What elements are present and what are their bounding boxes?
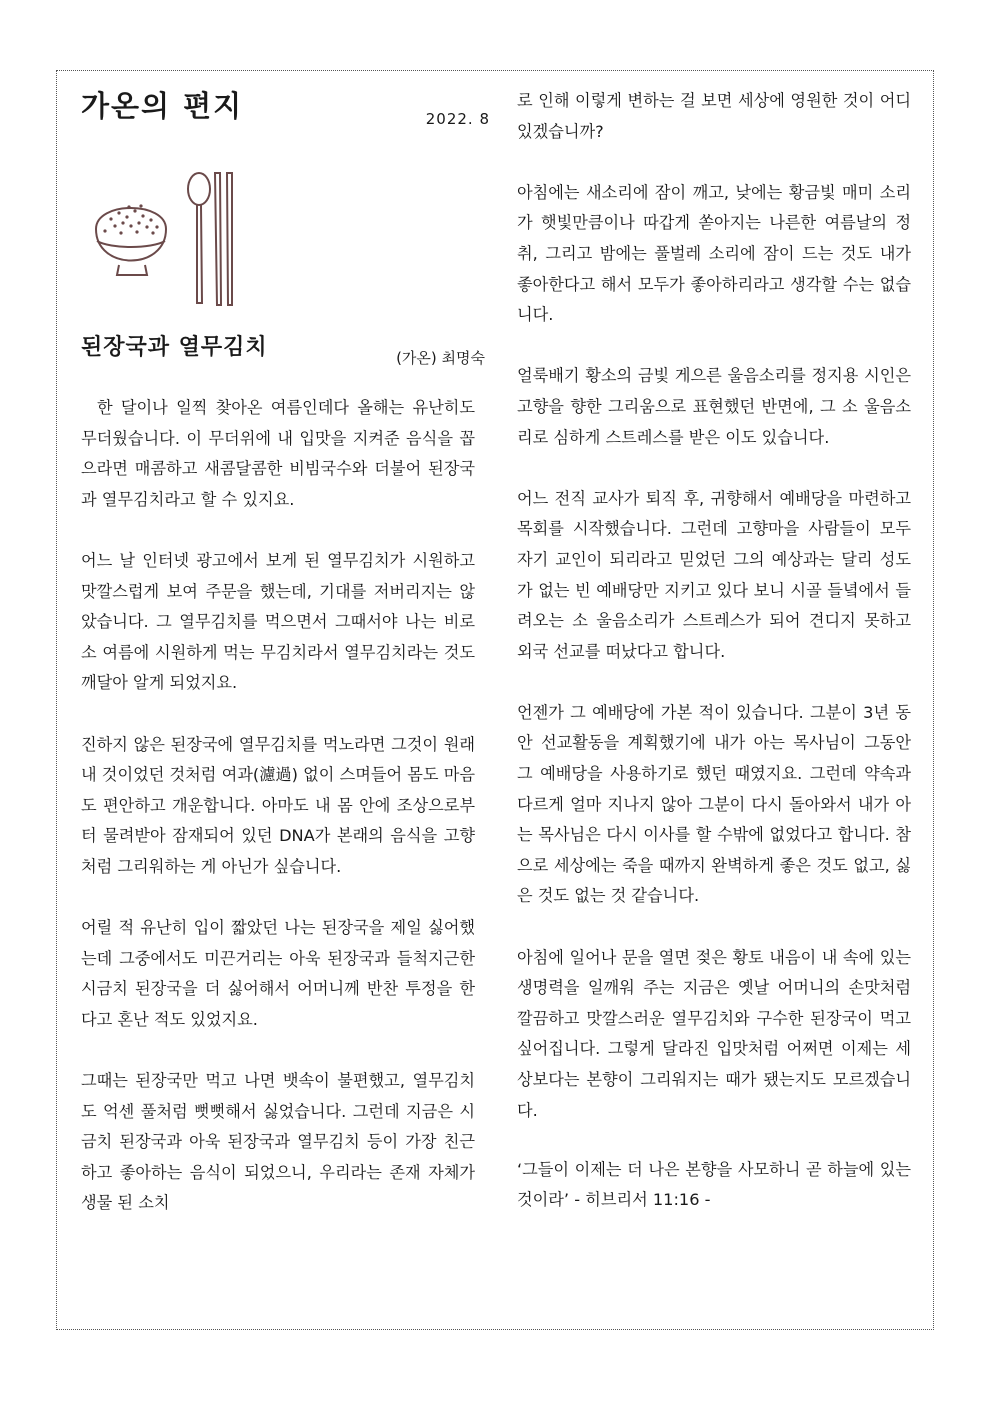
letter-header — [81, 71, 490, 141]
paragraph: 한 달이나 일찍 찾아온 여름인데다 올해는 유난히도 무더웠습니다. 이 무더위에 내 입맛을 지켜준 음식을 꼽으라면 매콤하고 새콤달콤한 비빔국수와 더불어 된장국과 열무김치라고 할 수 있지요. — [81, 398, 475, 509]
rice-bowl-icon — [96, 204, 166, 275]
paragraph: 어느 날 인터넷 광고에서 보게 된 열무김치가 시원하고 맛깔스럽게 보여 주문을 했는데, 기대를 저버리지는 않았습니다. 그 열무김치를 먹으면서 그때서야 나는 비로소 여름에 시원하게 먹는 무김치라서 열무김치라는 것도 깨달아 알게 되었지요. — [81, 550, 475, 693]
paragraph: 그때는 된장국만 먹고 나면 뱃속이 불편했고, 열무김치도 억센 풀처럼 뻣뻣해서 싫었습니다. 그런데 지금은 시금치 된장국과 아욱 된장국과 열무김치 등이 가장 친근하고 좋아하는 음식이 되었으니, 우리라는 존재 자체가 생물 된 소치 — [81, 1071, 475, 1213]
letter-date: 2022. 8 — [425, 110, 490, 128]
chopsticks-icon — [215, 173, 232, 305]
paragraph: 어느 전직 교사가 퇴직 후, 귀향해서 예배당을 마련하고 목회를 시작했습니다. 그런데 고향마을 사람들이 모두 자기 교인이 되리라고 믿었던 그의 예상과는 달리 성도가 없는 빈 예배당만 지키고 있다 보니 시골 들녘에서 들려오는 소 울음소리가 스트레스가 되어 견디지 못하고 외국 선교를 떠났다고 합니다. — [517, 488, 911, 661]
article-heading — [81, 333, 485, 393]
paragraph: 로 인해 이렇게 변하는 걸 보면 세상에 영원한 것이 어디 있겠습니까? — [517, 91, 911, 141]
paragraph: 얼룩배기 황소의 금빛 게으른 울음소리를 정지용 시인은 고향을 향한 그리움으로 표현했던 반면에, 그 소 울음소리로 심하게 스트레스를 받은 이도 있습니다. — [517, 366, 911, 447]
right-column — [517, 86, 911, 1247]
paragraph: 언젠가 그 예배당에 가본 적이 있습니다. 그분이 3년 동안 선교활동을 계획했기에 내가 아는 목사님이 그동안 그 예배당을 사용하기로 했던 때였지요. 그런데 약속과 다르게 얼마 지나지 않아 그분이 다시 돌아와서 내가 아는 목사님은 다시 이사를 할 수밖에 없었다고 합니다. 참으로 세상에는 죽을 때까지 완벽하게 좋은 것도 없고, 싫은 것도 없는 것 같습니다. — [517, 702, 911, 906]
bible-quote: ‘그들이 이제는 더 나은 본향을 사모하니 곧 하늘에 있는 것이라’ - 히브리서 11:16 - — [517, 1159, 911, 1210]
paragraph: 진하지 않은 된장국에 열무김치를 먹노라면 그것이 원래 내 것이었던 것처럼 여과(濾過) 없이 스며들어 몸도 마음도 편안하고 개운합니다. 아마도 내 몸 안에 조상으로부터 물려받아 잠재되어 있던 DNA가 본래의 음식을 고향처럼 그리워하는 게 아닌가 싶습니다. — [81, 734, 475, 876]
letter-title: 가온의 편지 — [81, 89, 244, 123]
left-column — [81, 71, 490, 1250]
article-title: 된장국과 열무김치 — [81, 335, 268, 360]
paragraph: 아침에 일어나 문을 열면 젖은 황토 내음이 내 속에 있는 생명력을 일깨워 주는 지금은 옛날 어머니의 손맛처럼 깔끔하고 맛깔스러운 열무김치와 구수한 된장국이 먹고 싶어집니다. 그렇게 달라진 입맛처럼 어쩌면 이제는 세상보다는 본향이 그리워지는 때가 됐는지도 모르겠습니다. — [517, 947, 911, 1120]
page-frame — [56, 70, 934, 1330]
paragraph: 아침에는 새소리에 잠이 깨고, 낮에는 황금빛 매미 소리가 햇빛만큼이나 따갑게 쏟아지는 나른한 여름날의 정취, 그리고 밤에는 풀벌레 소리에 잠이 드는 것도 내가 좋아한다고 해서 모두가 좋아하리라고 생각할 수는 없습니다. — [517, 182, 911, 325]
illustration — [81, 141, 475, 333]
spoon-icon — [188, 173, 210, 303]
article-author: (가온) 최명숙 — [396, 349, 485, 367]
paragraph: 어릴 적 유난히 입이 짧았던 나는 된장국을 제일 싫어했는데 그중에서도 미끈거리는 아욱 된장국과 들척지근한 시금치 된장국을 더 싫어해서 어머니께 반찬 투정을 한다고 혼난 적도 있었지요. — [81, 918, 475, 1029]
rice-and-utensils-illustration — [91, 171, 271, 311]
